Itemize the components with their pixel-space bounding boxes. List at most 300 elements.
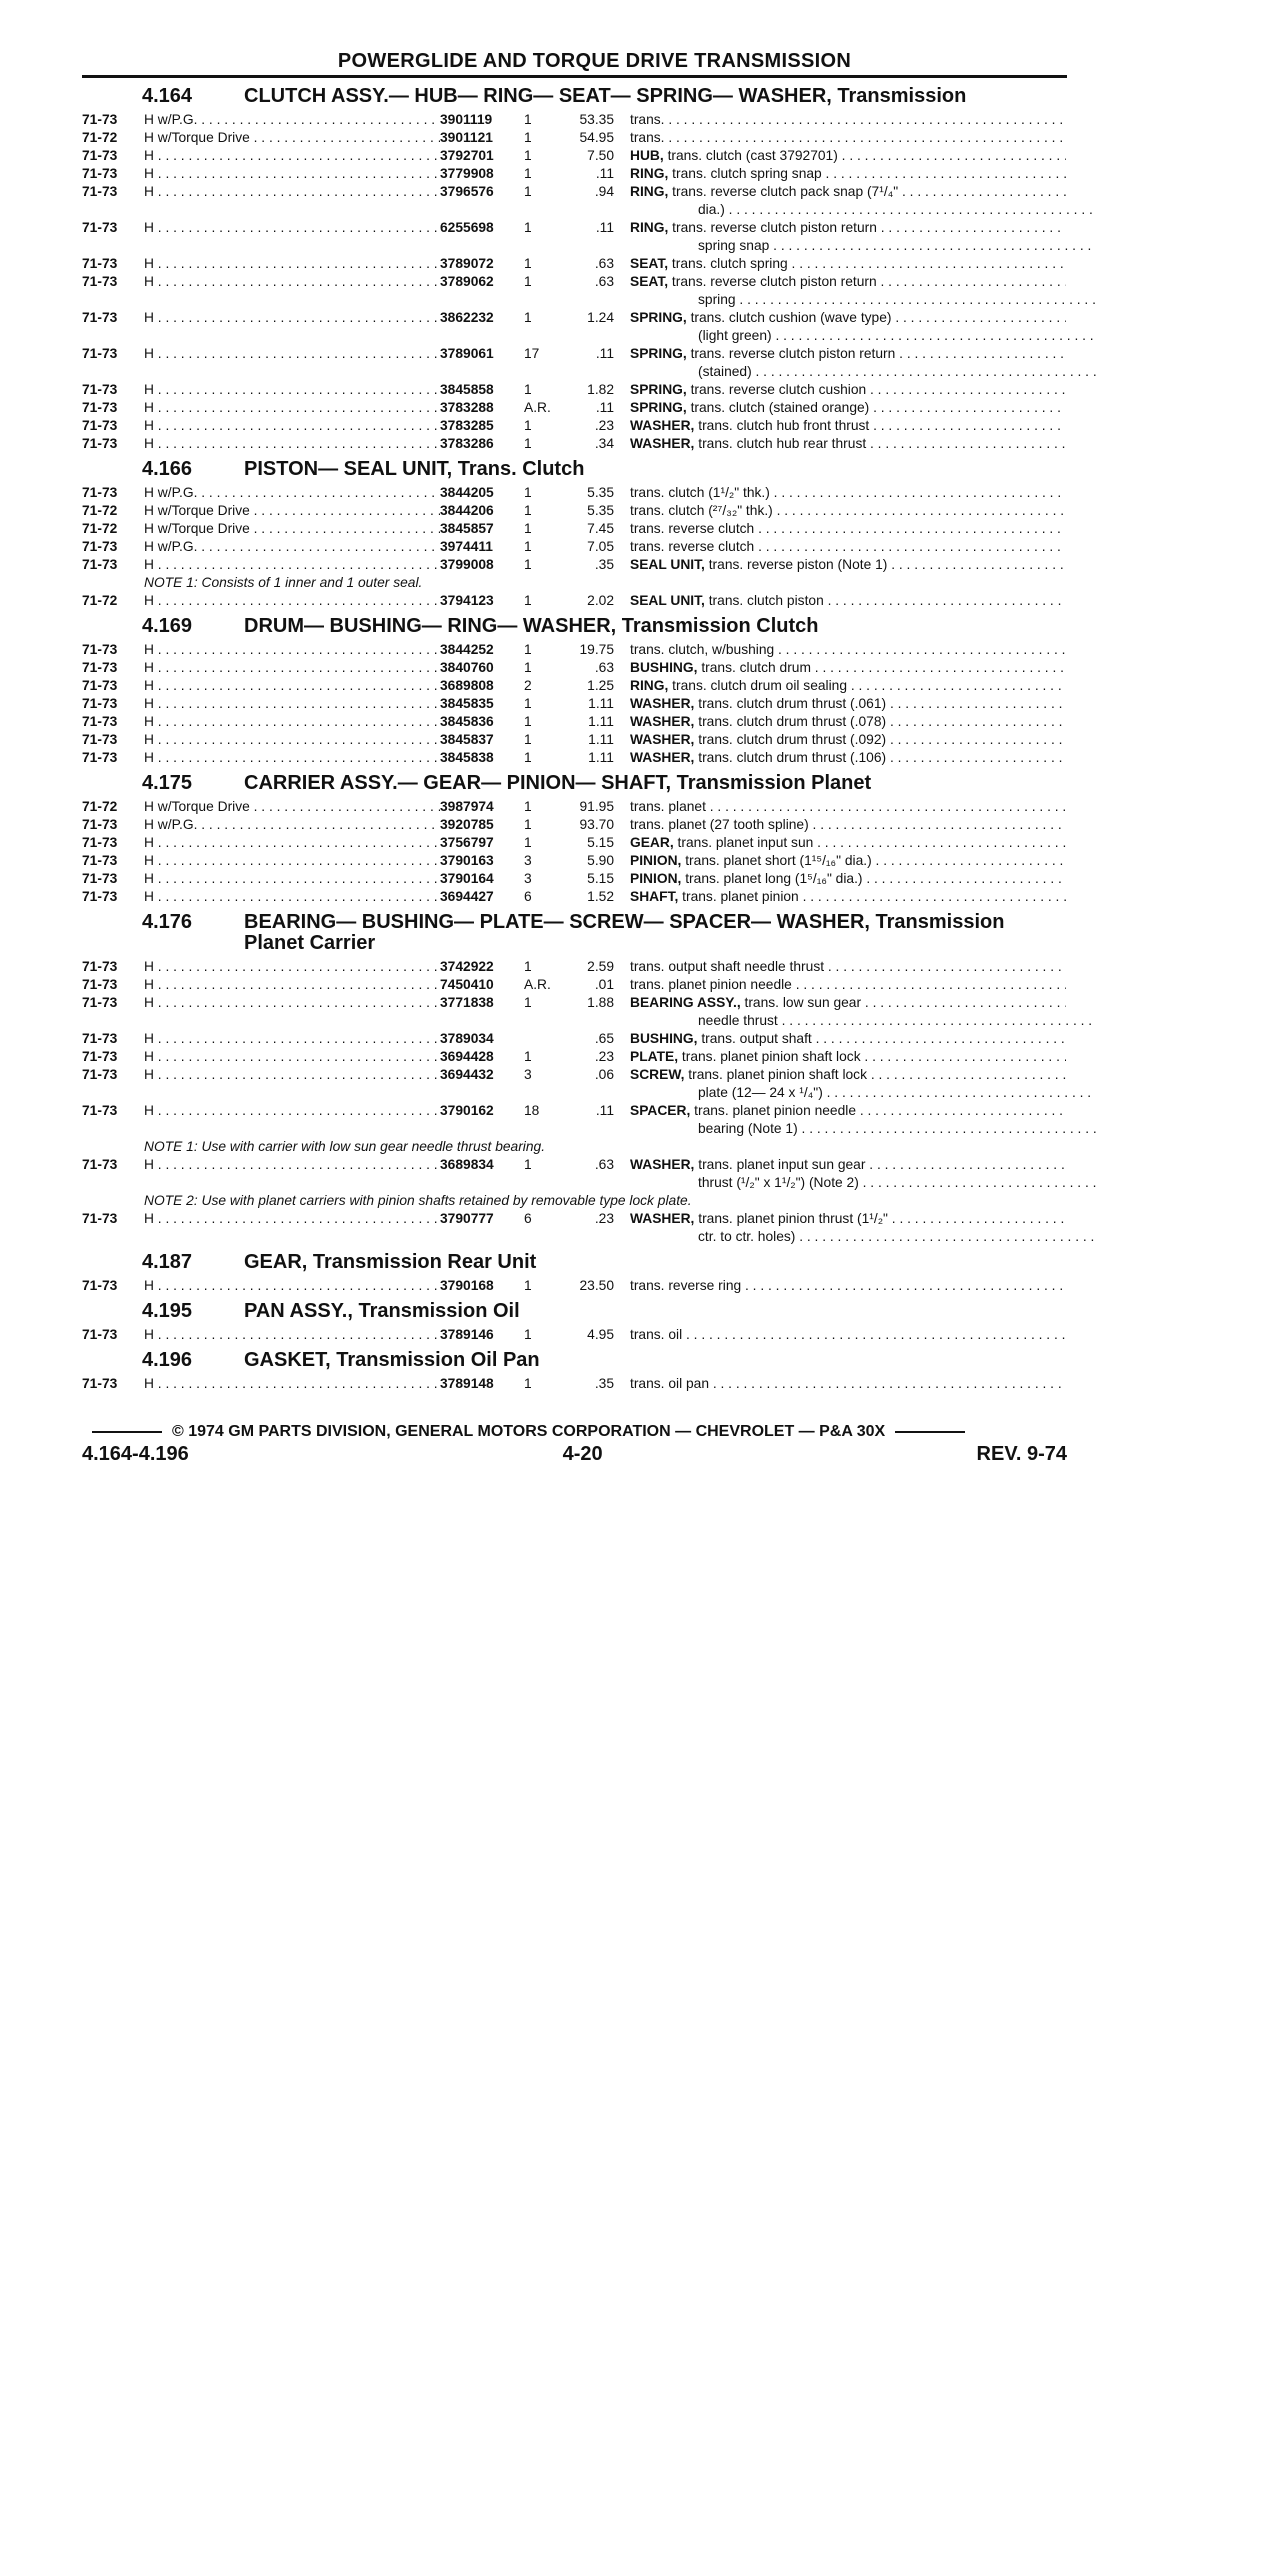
price: .35 bbox=[594, 557, 614, 572]
description bbox=[630, 1030, 1066, 1048]
part-number: 3845858 bbox=[440, 382, 494, 397]
description bbox=[630, 309, 1066, 327]
part-name: WASHER, bbox=[630, 696, 695, 711]
part-name: BUSHING, bbox=[630, 660, 698, 675]
description-text: trans. oil pan bbox=[630, 1376, 709, 1391]
section-title: DRUM— BUSHING— RING— WASHER, Transmission Clutch bbox=[244, 615, 819, 637]
part-number: 3789146 bbox=[440, 1327, 494, 1342]
section-note: NOTE 2: Use with planet carriers with pinion shafts retained by removable type lock plate. bbox=[144, 1193, 692, 1208]
application: H . . . bbox=[144, 556, 440, 574]
price: 1.88 bbox=[587, 995, 614, 1010]
price: 1.24 bbox=[587, 310, 614, 325]
description bbox=[630, 435, 1066, 453]
model-years: 71-73 bbox=[82, 660, 118, 675]
application: H w/Torque Drive . . . bbox=[144, 129, 440, 147]
quantity: 1 bbox=[524, 799, 532, 814]
quantity: 1 bbox=[524, 1157, 532, 1172]
quantity: 1 bbox=[524, 660, 532, 675]
description-continued: spring snap . . . bbox=[686, 237, 1096, 255]
application: H . . . bbox=[144, 1030, 440, 1048]
part-number: 7450410 bbox=[440, 977, 494, 992]
continuation-indent bbox=[82, 237, 686, 255]
section-4-196 bbox=[82, 1350, 1067, 1393]
part-row bbox=[82, 1375, 1067, 1393]
application: H . . . bbox=[144, 976, 440, 994]
part-name: PINION, bbox=[630, 871, 682, 886]
part-number: 3756797 bbox=[440, 835, 494, 850]
description-text: trans. reverse clutch pack snap (7¹/₄" bbox=[672, 184, 899, 199]
model-years: 71-73 bbox=[82, 274, 118, 289]
description-text: trans. output shaft needle thrust bbox=[630, 959, 825, 974]
description-continuation bbox=[82, 1174, 1067, 1192]
description-text: trans. reverse clutch piston return bbox=[672, 220, 877, 235]
part-number: 6255698 bbox=[440, 220, 494, 235]
application: H . . . bbox=[144, 713, 440, 731]
part-row bbox=[82, 1210, 1067, 1228]
part-row bbox=[82, 1030, 1067, 1048]
description bbox=[630, 834, 1066, 852]
part-number: 3789062 bbox=[440, 274, 494, 289]
price: .11 bbox=[595, 220, 614, 235]
price: .11 bbox=[595, 400, 614, 415]
application: H . . . bbox=[144, 994, 440, 1012]
description-text: trans. clutch (cast 3792701) bbox=[667, 148, 838, 163]
price: 1.82 bbox=[587, 382, 614, 397]
model-years: 71-73 bbox=[82, 220, 118, 235]
part-row bbox=[82, 677, 1067, 695]
price: .63 bbox=[594, 1157, 614, 1172]
price: 2.59 bbox=[587, 959, 614, 974]
section-note: NOTE 1: Consists of 1 inner and 1 outer seal. bbox=[144, 575, 423, 590]
section-number: 4.195 bbox=[142, 1300, 193, 1322]
application: H . . . bbox=[144, 958, 440, 976]
part-row bbox=[82, 435, 1067, 453]
part-name: RING, bbox=[630, 220, 669, 235]
description bbox=[630, 994, 1066, 1012]
description bbox=[630, 399, 1066, 417]
quantity: 1 bbox=[524, 696, 532, 711]
price: .11 bbox=[595, 346, 614, 361]
description-continued: thrust (¹/₂" x 1¹/₂") (Note 2) . . . bbox=[686, 1174, 1096, 1192]
part-row bbox=[82, 976, 1067, 994]
model-years: 71-73 bbox=[82, 714, 118, 729]
part-row bbox=[82, 309, 1067, 327]
quantity: 6 bbox=[524, 1211, 532, 1226]
part-name: BEARING ASSY., bbox=[630, 995, 741, 1010]
model-years: 71-73 bbox=[82, 1376, 118, 1391]
price: .94 bbox=[594, 184, 614, 199]
footer-rule-right bbox=[895, 1431, 965, 1433]
part-row bbox=[82, 399, 1067, 417]
description-text: trans. bbox=[630, 130, 665, 145]
application: H . . . bbox=[144, 852, 440, 870]
application: H . . . bbox=[144, 1102, 440, 1120]
model-years: 71-73 bbox=[82, 1103, 118, 1118]
description bbox=[630, 183, 1066, 201]
quantity: 1 bbox=[524, 436, 532, 451]
description-text: trans. clutch drum thrust (.061) bbox=[698, 696, 887, 711]
section-heading bbox=[82, 1301, 1067, 1322]
description-text: trans. clutch drum thrust (.078) bbox=[698, 714, 887, 729]
part-number: 3862232 bbox=[440, 310, 494, 325]
section-heading bbox=[82, 773, 1067, 794]
description bbox=[630, 816, 1066, 834]
part-number: 3789061 bbox=[440, 346, 494, 361]
part-name: SCREW, bbox=[630, 1067, 685, 1082]
description-text: trans. clutch hub rear thrust bbox=[698, 436, 867, 451]
part-name: WASHER, bbox=[630, 714, 695, 729]
description bbox=[630, 255, 1066, 273]
application: H . . . bbox=[144, 255, 440, 273]
description-text: trans. clutch spring snap bbox=[672, 166, 822, 181]
description-text: trans. planet long (1⁵/₁₆" dia.) bbox=[685, 871, 863, 886]
footer-copyright-line bbox=[82, 1423, 1067, 1441]
description bbox=[630, 1326, 1066, 1344]
model-years: 71-73 bbox=[82, 1049, 118, 1064]
parts-sections bbox=[82, 86, 1067, 1393]
part-name: WASHER, bbox=[630, 436, 695, 451]
part-row bbox=[82, 958, 1067, 976]
part-name: GEAR, bbox=[630, 835, 674, 850]
model-years: 71-73 bbox=[82, 256, 118, 271]
application: H . . . bbox=[144, 641, 440, 659]
application: H . . . bbox=[144, 1048, 440, 1066]
part-row bbox=[82, 1326, 1067, 1344]
section-number: 4.164 bbox=[142, 85, 193, 107]
part-number: 3844252 bbox=[440, 642, 494, 657]
price: 1.11 bbox=[588, 696, 614, 711]
part-name: SPRING, bbox=[630, 346, 687, 361]
part-row bbox=[82, 731, 1067, 749]
description-text: trans. clutch (²⁷/₃₂" thk.) bbox=[630, 503, 773, 518]
quantity: 1 bbox=[524, 557, 532, 572]
model-years: 71-73 bbox=[82, 959, 118, 974]
part-row bbox=[82, 1156, 1067, 1174]
description-continued: plate (12— 24 x ¹/₄") . . . bbox=[686, 1084, 1096, 1102]
quantity: A.R. bbox=[524, 977, 551, 992]
section-4-195 bbox=[82, 1301, 1067, 1344]
model-years: 71-72 bbox=[82, 503, 118, 518]
description bbox=[630, 677, 1066, 695]
application: H . . . bbox=[144, 870, 440, 888]
model-years: 71-73 bbox=[82, 642, 118, 657]
model-years: 71-73 bbox=[82, 539, 118, 554]
section-title: GASKET, Transmission Oil Pan bbox=[244, 1349, 540, 1371]
model-years: 71-73 bbox=[82, 1278, 118, 1293]
model-years: 71-72 bbox=[82, 130, 118, 145]
section-heading bbox=[82, 616, 1067, 637]
quantity: A.R. bbox=[524, 400, 551, 415]
quantity: 1 bbox=[524, 714, 532, 729]
description bbox=[630, 958, 1066, 976]
application: H . . . bbox=[144, 1156, 440, 1174]
description bbox=[630, 381, 1066, 399]
application: H . . . bbox=[144, 273, 440, 291]
part-name: SHAFT, bbox=[630, 889, 679, 904]
description-text: trans. planet input sun bbox=[677, 835, 814, 850]
part-number: 3790162 bbox=[440, 1103, 494, 1118]
quantity: 1 bbox=[524, 1049, 532, 1064]
part-name: RING, bbox=[630, 184, 669, 199]
part-number: 3901119 bbox=[440, 112, 493, 127]
price: .65 bbox=[594, 1031, 614, 1046]
quantity: 1 bbox=[524, 112, 532, 127]
section-4-176 bbox=[82, 912, 1067, 1246]
price: 54.95 bbox=[579, 130, 614, 145]
model-years: 71-73 bbox=[82, 485, 118, 500]
part-number: 3794123 bbox=[440, 593, 494, 608]
model-years: 71-73 bbox=[82, 382, 118, 397]
part-number: 3790163 bbox=[440, 853, 494, 868]
section-note: NOTE 1: Use with carrier with low sun gear needle thrust bearing. bbox=[144, 1139, 546, 1154]
part-number: 3783286 bbox=[440, 436, 494, 451]
description-continuation bbox=[82, 1228, 1067, 1246]
section-4-187 bbox=[82, 1252, 1067, 1295]
price: 4.95 bbox=[587, 1327, 614, 1342]
footer-revision: REV. 9-74 bbox=[976, 1443, 1067, 1465]
part-row bbox=[82, 798, 1067, 816]
description bbox=[630, 556, 1066, 574]
section-number: 4.187 bbox=[142, 1251, 193, 1273]
part-number: 3845835 bbox=[440, 696, 494, 711]
application: H w/Torque Drive . . . bbox=[144, 520, 440, 538]
part-number: 3845857 bbox=[440, 521, 494, 536]
part-row bbox=[82, 147, 1067, 165]
application: H . . . bbox=[144, 695, 440, 713]
price: 1.11 bbox=[588, 750, 614, 765]
description bbox=[630, 502, 1066, 520]
model-years: 71-73 bbox=[82, 184, 118, 199]
part-name: SPACER, bbox=[630, 1103, 691, 1118]
description-text: trans. planet pinion shaft lock bbox=[681, 1049, 861, 1064]
part-number: 3689834 bbox=[440, 1157, 494, 1172]
part-row bbox=[82, 1066, 1067, 1084]
part-number: 3799008 bbox=[440, 557, 494, 572]
price: .06 bbox=[594, 1067, 614, 1082]
part-number: 3901121 bbox=[440, 130, 493, 145]
description-continuation bbox=[82, 1012, 1067, 1030]
description bbox=[630, 345, 1066, 363]
price: 7.05 bbox=[587, 539, 614, 554]
model-years: 71-73 bbox=[82, 871, 118, 886]
model-years: 71-73 bbox=[82, 750, 118, 765]
quantity: 1 bbox=[524, 1327, 532, 1342]
description bbox=[630, 219, 1066, 237]
description-text: trans. clutch drum thrust (.106) bbox=[698, 750, 887, 765]
section-title: PISTON— SEAL UNIT, Trans. Clutch bbox=[244, 458, 585, 480]
model-years: 71-73 bbox=[82, 436, 118, 451]
part-name: PLATE, bbox=[630, 1049, 679, 1064]
quantity: 1 bbox=[524, 539, 532, 554]
quantity bbox=[524, 1030, 558, 1048]
section-4-175 bbox=[82, 773, 1067, 906]
description bbox=[630, 417, 1066, 435]
price: .34 bbox=[594, 436, 614, 451]
section-heading bbox=[82, 459, 1067, 480]
section-heading bbox=[82, 1350, 1067, 1371]
application: H . . . bbox=[144, 147, 440, 165]
footer-copyright: © 1974 GM PARTS DIVISION, GENERAL MOTORS CORPORATION — CHEVROLET — P&A 30X bbox=[172, 1423, 886, 1440]
part-row bbox=[82, 1048, 1067, 1066]
page-title: POWERGLIDE AND TORQUE DRIVE TRANSMISSION bbox=[337, 50, 852, 72]
part-row bbox=[82, 183, 1067, 201]
part-number: 3792701 bbox=[440, 148, 494, 163]
description bbox=[630, 659, 1066, 677]
application: H w/P.G. . . . bbox=[144, 538, 440, 556]
model-years: 71-73 bbox=[82, 977, 118, 992]
part-name: WASHER, bbox=[630, 1157, 695, 1172]
price: 5.35 bbox=[587, 485, 614, 500]
part-number: 3987974 bbox=[440, 799, 494, 814]
price: .63 bbox=[594, 274, 614, 289]
description-text: trans. clutch (1¹/₂" thk.) bbox=[630, 485, 770, 500]
application: H . . . bbox=[144, 677, 440, 695]
description-text: trans. planet (27 tooth spline) bbox=[630, 817, 809, 832]
part-name: SPRING, bbox=[630, 400, 687, 415]
section-title: PAN ASSY., Transmission Oil bbox=[244, 1300, 520, 1322]
description-continued: (light green) . . . bbox=[686, 327, 1096, 345]
continuation-indent bbox=[82, 1120, 686, 1138]
page-footer bbox=[82, 1423, 1067, 1466]
price: 2.02 bbox=[587, 593, 614, 608]
price: 5.90 bbox=[587, 853, 614, 868]
part-row bbox=[82, 834, 1067, 852]
application: H . . . bbox=[144, 435, 440, 453]
part-row bbox=[82, 538, 1067, 556]
part-row bbox=[82, 484, 1067, 502]
part-number: 3789148 bbox=[440, 1376, 494, 1391]
part-number: 3790168 bbox=[440, 1278, 494, 1293]
description-text: trans. output shaft bbox=[701, 1031, 812, 1046]
description-text: trans. reverse piston (Note 1) bbox=[708, 557, 888, 572]
description bbox=[630, 165, 1066, 183]
description-text: trans. planet pinion needle bbox=[694, 1103, 857, 1118]
application: H . . . bbox=[144, 1210, 440, 1228]
header-rule bbox=[82, 75, 1067, 78]
quantity: 1 bbox=[524, 485, 532, 500]
quantity: 1 bbox=[524, 521, 532, 536]
quantity: 1 bbox=[524, 835, 532, 850]
price: .63 bbox=[594, 660, 614, 675]
application: H . . . bbox=[144, 659, 440, 677]
description bbox=[630, 888, 1066, 906]
description bbox=[630, 129, 1066, 147]
quantity: 1 bbox=[524, 130, 532, 145]
footer-page-number: 4-20 bbox=[562, 1443, 603, 1465]
price: 1.52 bbox=[587, 889, 614, 904]
price: 5.35 bbox=[587, 503, 614, 518]
part-row bbox=[82, 994, 1067, 1012]
description-continued: spring . . . bbox=[686, 291, 1096, 309]
quantity: 18 bbox=[524, 1103, 540, 1118]
catalog-page bbox=[82, 50, 1067, 1466]
model-years: 71-73 bbox=[82, 148, 118, 163]
application: H . . . bbox=[144, 592, 440, 610]
application: H . . . bbox=[144, 345, 440, 363]
part-number: 3845836 bbox=[440, 714, 494, 729]
part-name: PINION, bbox=[630, 853, 682, 868]
part-row bbox=[82, 659, 1067, 677]
section-heading bbox=[82, 1252, 1067, 1273]
model-years: 71-73 bbox=[82, 1067, 118, 1082]
model-years: 71-73 bbox=[82, 557, 118, 572]
part-row bbox=[82, 273, 1067, 291]
footer-info bbox=[82, 1443, 1067, 1466]
price: 7.45 bbox=[587, 521, 614, 536]
quantity: 1 bbox=[524, 310, 532, 325]
description bbox=[630, 695, 1066, 713]
description-continued: bearing (Note 1) . . . bbox=[686, 1120, 1096, 1138]
description-text: trans. clutch, w/bushing bbox=[630, 642, 775, 657]
model-years: 71-72 bbox=[82, 521, 118, 536]
description-text: trans. reverse clutch cushion bbox=[690, 382, 867, 397]
description-continued: needle thrust . . . bbox=[686, 1012, 1096, 1030]
price: .23 bbox=[594, 418, 614, 433]
description-text: trans. oil bbox=[630, 1327, 683, 1342]
quantity: 1 bbox=[524, 959, 532, 974]
part-name: RING, bbox=[630, 166, 669, 181]
description bbox=[630, 520, 1066, 538]
part-name: WASHER, bbox=[630, 1211, 695, 1226]
description bbox=[630, 1210, 1066, 1228]
description-text: trans. planet pinion shaft lock bbox=[688, 1067, 867, 1082]
model-years: 71-73 bbox=[82, 1157, 118, 1172]
description-text: trans. reverse clutch bbox=[630, 539, 755, 554]
model-years: 71-73 bbox=[82, 835, 118, 850]
description bbox=[630, 1277, 1066, 1295]
part-number: 3742922 bbox=[440, 959, 494, 974]
application: H . . . bbox=[144, 399, 440, 417]
section-4-166 bbox=[82, 459, 1067, 610]
quantity: 1 bbox=[524, 382, 532, 397]
price: .23 bbox=[594, 1211, 614, 1226]
section-heading bbox=[82, 912, 1067, 954]
continuation-indent bbox=[82, 1084, 686, 1102]
continuation-indent bbox=[82, 327, 686, 345]
part-name: SEAL UNIT, bbox=[630, 557, 705, 572]
description-continued: ctr. to ctr. holes) . . . bbox=[686, 1228, 1096, 1246]
description bbox=[630, 273, 1066, 291]
description bbox=[630, 713, 1066, 731]
part-row bbox=[82, 888, 1067, 906]
model-years: 71-73 bbox=[82, 889, 118, 904]
part-row bbox=[82, 592, 1067, 610]
part-row bbox=[82, 520, 1067, 538]
description-continuation bbox=[82, 363, 1067, 381]
description-text: trans. planet pinion bbox=[682, 889, 799, 904]
part-name: SEAT, bbox=[630, 274, 669, 289]
description-continuation bbox=[82, 1120, 1067, 1138]
description bbox=[630, 641, 1066, 659]
quantity: 1 bbox=[524, 732, 532, 747]
continuation-indent bbox=[82, 201, 686, 219]
price: 1.25 bbox=[587, 678, 614, 693]
part-number: 3789034 bbox=[440, 1031, 494, 1046]
quantity: 1 bbox=[524, 166, 532, 181]
section-number: 4.175 bbox=[142, 772, 193, 794]
description-text: trans. bbox=[630, 112, 665, 127]
model-years: 71-73 bbox=[82, 817, 118, 832]
section-title: GEAR, Transmission Rear Unit bbox=[244, 1251, 537, 1273]
description bbox=[630, 111, 1066, 129]
description bbox=[630, 147, 1066, 165]
price: 7.50 bbox=[587, 148, 614, 163]
part-row bbox=[82, 556, 1067, 574]
application: H . . . bbox=[144, 834, 440, 852]
part-row bbox=[82, 417, 1067, 435]
part-name: SEAT, bbox=[630, 256, 669, 271]
model-years: 71-73 bbox=[82, 112, 118, 127]
